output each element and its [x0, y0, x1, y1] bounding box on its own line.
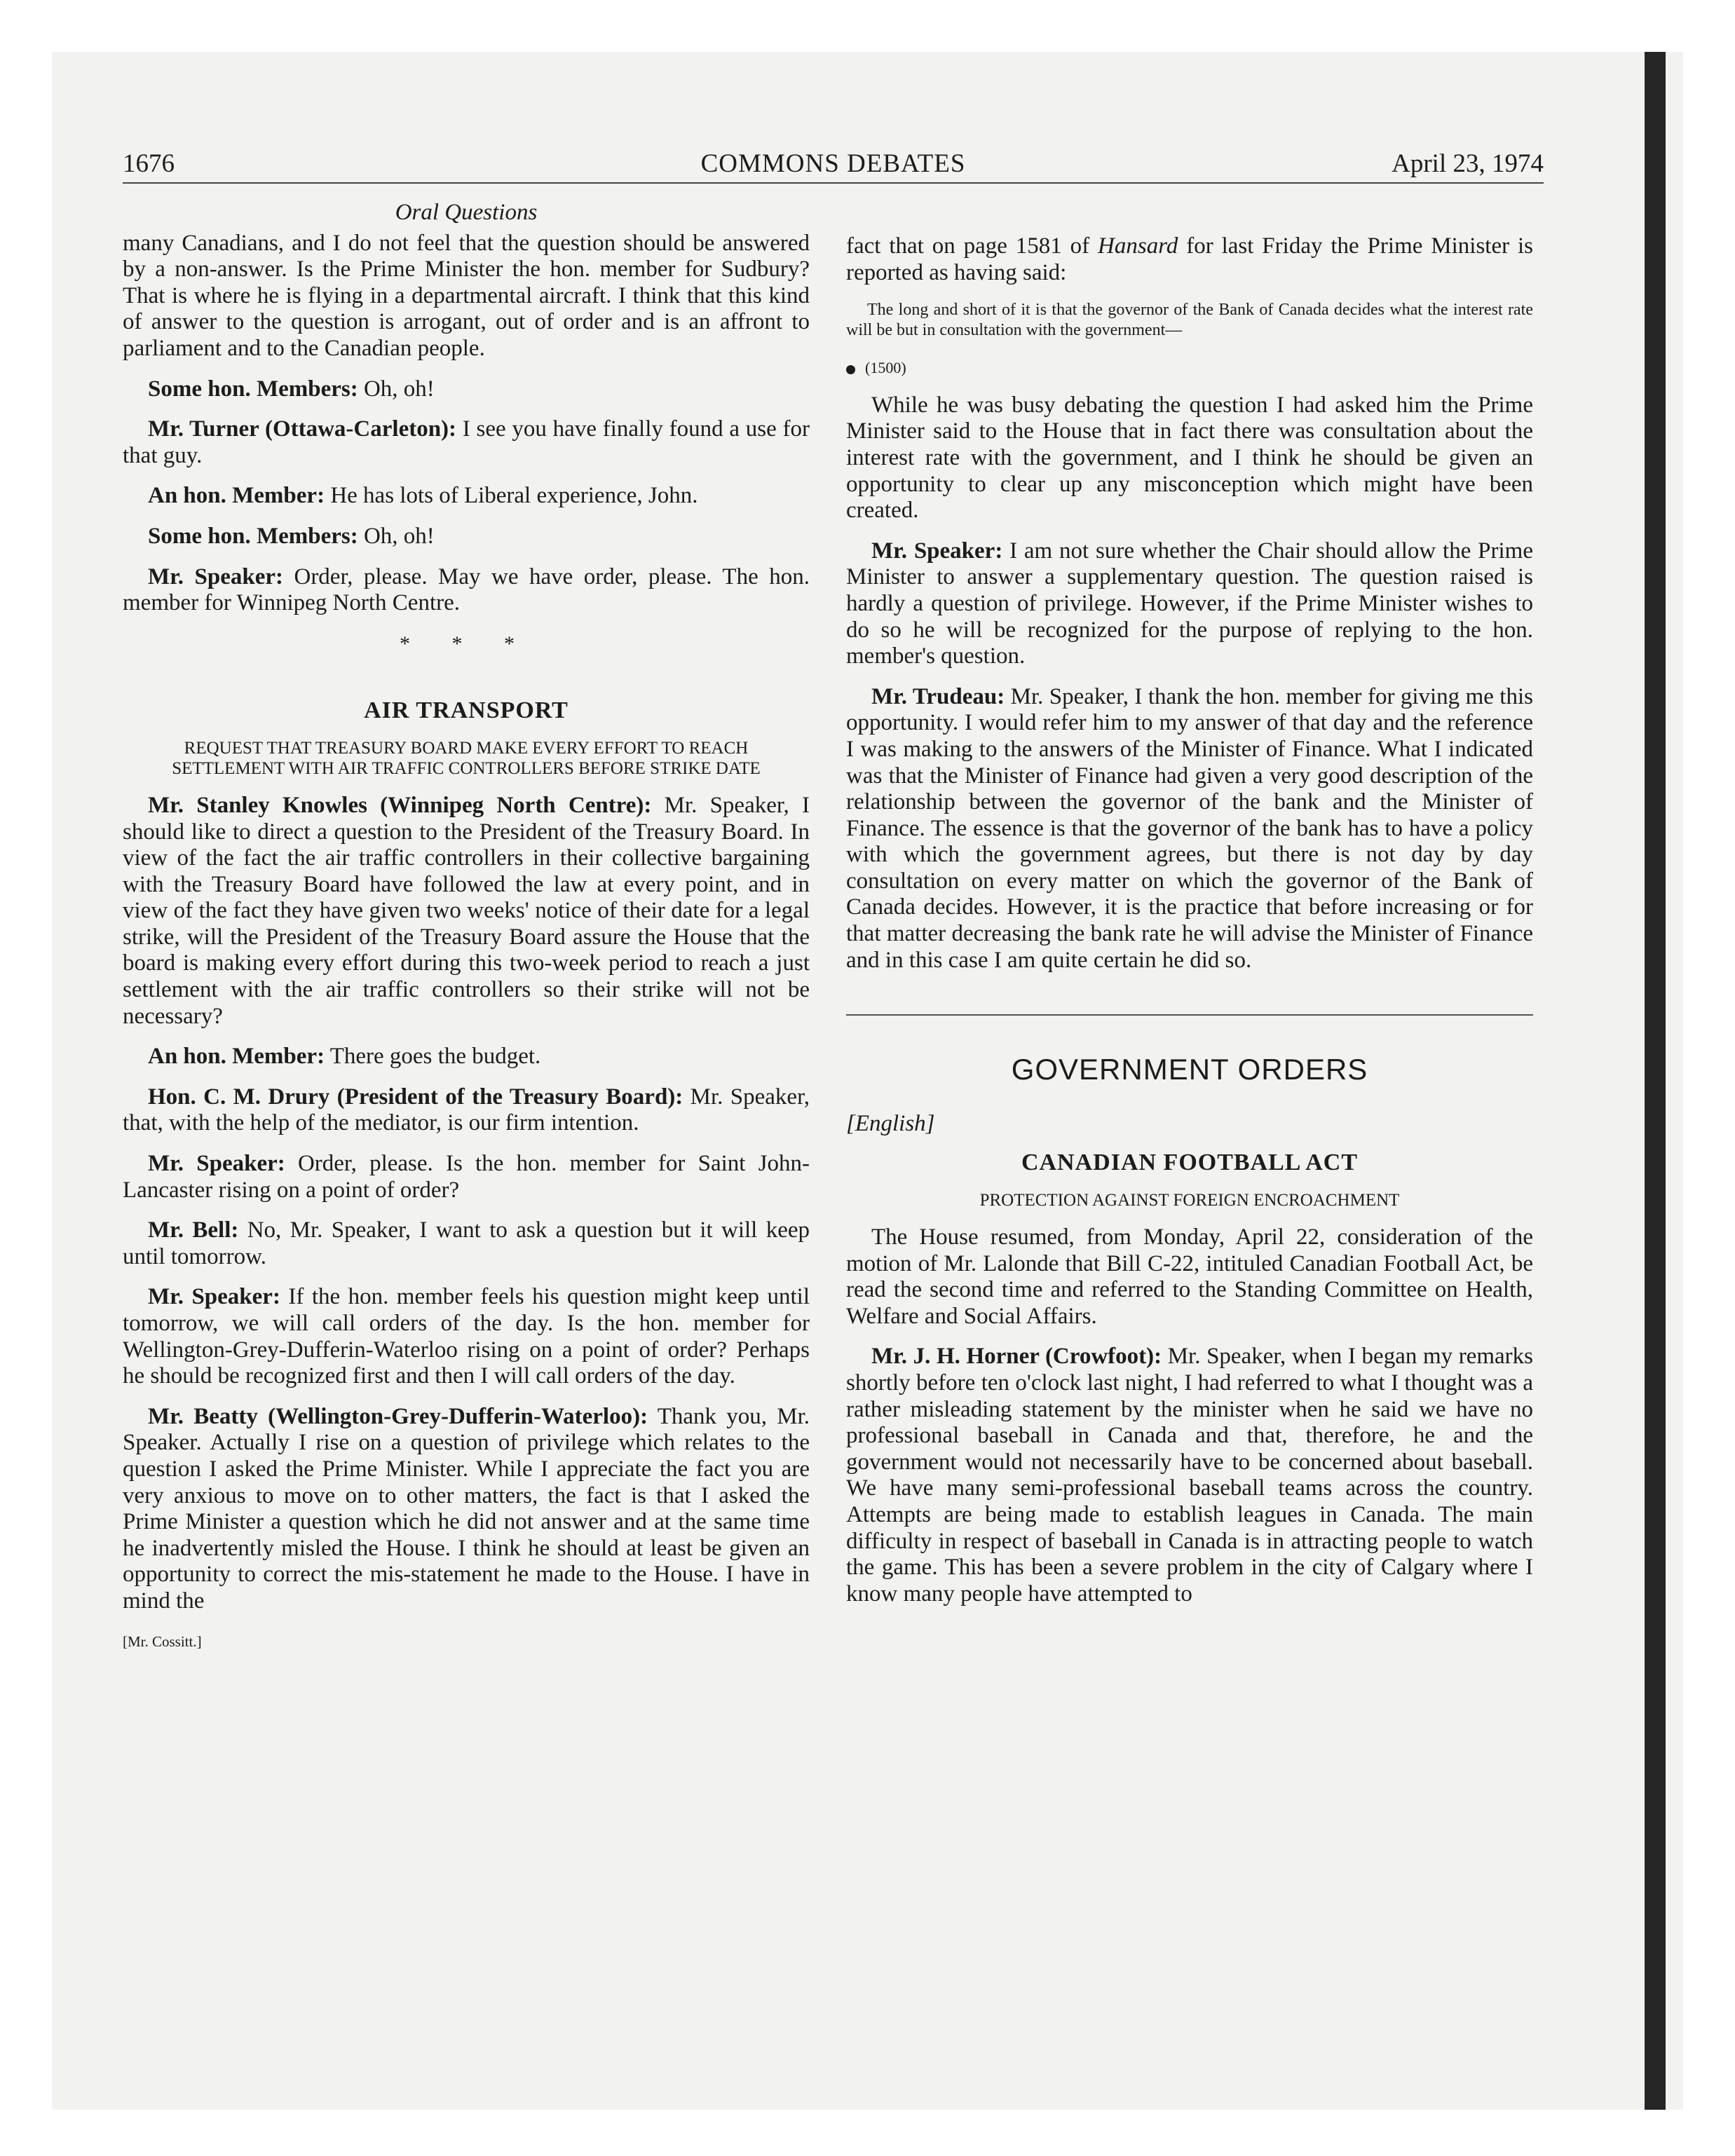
speaker: Hon. C. M. Drury (President of the Treasury Board): [148, 1084, 683, 1110]
speaker: Mr. Bell: [148, 1217, 239, 1243]
speech: If the hon. member feels his question might keep until tomorrow, we will call orders of the day. Is the hon. member for Wellington-Grey-Dufferin-Waterloo rising on a point of order? Perhaps he should be recognized first and then I will call orders of the day. [123, 1284, 810, 1389]
paragraph: While he was busy debating the question I had asked him the Prime Minister said to the House that in fact there was consultation about the interest rate with the government, and I think he should be given an opportunity to clear up any misconception which might have been created. [846, 392, 1533, 524]
speaker: Mr. Speaker: [148, 1151, 285, 1177]
paragraph [123, 1044, 810, 1070]
speaker: An hon. Member: [148, 1044, 325, 1070]
section-divider-stars: * * * [400, 632, 533, 655]
paragraph [123, 376, 810, 403]
speaker: An hon. Member: [148, 483, 325, 509]
publication-title: COMMONS DEBATES [700, 149, 966, 178]
scan-edge-shadow [1645, 52, 1666, 2110]
paragraph [846, 538, 1533, 670]
right-column [846, 233, 1533, 1621]
speaker: Mr. Trudeau: [871, 683, 1005, 709]
header-rule [123, 182, 1544, 184]
speech: I see you have finally found a use for that guy. [123, 416, 810, 468]
speech: Oh, oh! [358, 523, 435, 549]
paragraph [846, 1344, 1533, 1607]
paragraph [123, 1284, 810, 1389]
page-date: April 23, 1974 [1392, 149, 1544, 178]
paragraph [123, 1217, 810, 1270]
paragraph [123, 483, 810, 510]
act-heading: CANADIAN FOOTBALL ACT [1021, 1149, 1359, 1176]
speech: He has lots of Liberal experience, John. [325, 483, 698, 509]
left-column [123, 200, 810, 1655]
speech: Oh, oh! [358, 376, 435, 402]
speaker: Mr. Beatty (Wellington-Grey-Dufferin-Waterloo): [148, 1403, 648, 1429]
paragraph [123, 793, 810, 1030]
speech: Mr. Speaker, when I began my remarks shortly before ten o'clock last night, I had referred to what I thought was a rather misleading statement by the minister when he said we have no professional baseball in Canada and that, therefore, he and the government would not necessarily have to be concerned about baseball. We have many semi-professional baseball teams across the country. Attempts are being made to establish leagues in Canada. The main difficulty in respect of baseball in Canada is in attracting people to watch the game. This has been a severe problem in the city of Calgary where I know many people have attempted to [846, 1344, 1533, 1606]
paragraph [123, 564, 810, 617]
paragraph [123, 524, 810, 550]
paragraph [123, 1084, 810, 1137]
section-rule [846, 1014, 1533, 1016]
page-number: 1676 [123, 149, 175, 178]
section-subheading: REQUEST THAT TREASURY BOARD MAKE EVERY EFFORT TO REACH SETTLEMENT WITH AIR TRAFFIC CONTROLLERS BEFORE STRIKE DATE [172, 738, 761, 778]
text-run: for last Friday the Prime Minister is reported as having said: [846, 233, 1533, 285]
paragraph: The House resumed, from Monday, April 22, consideration of the motion of Mr. Lalonde that Bill C-22, intituled Canadian Football Act, be read the second time and referred to the Standing Committee on Health, Welfare and Social Affairs. [846, 1224, 1533, 1329]
section-label: Oral Questions [395, 200, 538, 225]
speaker: Some hon. Members: [148, 376, 358, 402]
paragraph [123, 1404, 810, 1615]
speech: Mr. Speaker, I should like to direct a question to the President of the Treasury Board. In view of the fact the air traffic controllers in their collective bargaining with the Treasury Board have followed the law at every point, and in view of the fact they have given two weeks' notice of their date for a legal strike, will the President of the Treasury Board assure the House that the board is making every effort during this two-week period to reach a just settlement with the air traffic controllers so their strike will not be necessary? [123, 792, 810, 1029]
speaker: Mr. Stanley Knowles (Winnipeg North Centre): [148, 792, 652, 818]
speech: Thank you, Mr. Speaker. Actually I rise on a question of privilege which relates to the question I asked the Prime Minister. While I appreciate the fact you are very anxious to move on to other matters, the fact is that I asked the Prime Minister a question which he did not answer and at the same time he inadvertently misled the House. I think he should at least be given an opportunity to correct the mis-statement he made to the House. I have in mind the [123, 1403, 810, 1613]
paragraph [846, 684, 1533, 974]
paragraph [123, 416, 810, 469]
hansard-italic: Hansard [1098, 233, 1178, 259]
act-subheading: PROTECTION AGAINST FOREIGN ENCROACHMENT [979, 1191, 1400, 1210]
speech: There goes the budget. [325, 1044, 541, 1070]
speaker: Mr. Turner (Ottawa-Carleton): [148, 416, 457, 442]
block-quote: The long and short of it is that the governor of the Bank of Canada decides what the interest rate will be but in consultation with the government— [846, 301, 1533, 340]
speaker: Mr. Speaker: [148, 1284, 280, 1310]
bullet-dot-icon [846, 365, 855, 374]
speaker: Mr. Speaker: [148, 564, 283, 589]
text-run: fact that on page 1581 of [846, 233, 1098, 259]
speaker: Mr. Speaker: [871, 538, 1003, 564]
language-label: [English] [846, 1110, 935, 1136]
speech: Mr. Speaker, that, with the help of the mediator, is our firm intention. [123, 1084, 810, 1136]
paragraph: many Canadians, and I do not feel that the question should be answered by a non-answer. Is the Prime Minister the hon. member for Sudbury? That is where he is flying in a departmental aircraft. I think that this kind of answer to the question is arrogant, out of order and is an affront to parliament and to the Canadian people. [123, 230, 810, 361]
government-orders-heading: GOVERNMENT ORDERS [1011, 1053, 1368, 1086]
section-heading: AIR TRANSPORT [364, 697, 569, 724]
speech: Order, please. May we have order, please. The hon. member for Winnipeg North Centre. [123, 564, 810, 616]
paragraph [123, 1151, 810, 1203]
speech: Mr. Speaker, I thank the hon. member for giving me this opportunity. I would refer him to my answer of that day and the reference I was making to the answers of the Minister of Finance. What I indicated was that the Minister of Finance had given a very good description of the relationship between the governor of the bank and the Minister of Finance. The essence is that the governor of the bank has to have a policy with which the government agrees, but there is not day by day consultation on every matter on which the governor of the Bank of Canada decides. However, it is the practice that before increasing or for that matter decreasing the bank rate he will advise the Minister of Finance and in this case I am quite certain he did so. [846, 683, 1533, 973]
speech: Order, please. Is the hon. member for Saint John-Lancaster rising on a point of order? [123, 1151, 810, 1203]
page-header [123, 149, 1544, 185]
speech: I am not sure whether the Chair should allow the Prime Minister to answer a supplementary question. The question raised is hardly a question of privilege. However, if the Prime Minister wishes to do so he will be recognized for the purpose of replying to the hon. member's question. [846, 538, 1533, 669]
speaker: Some hon. Members: [148, 523, 358, 549]
speaker-footnote: [Mr. Cossitt.] [123, 1632, 202, 1650]
speaker: Mr. J. H. Horner (Crowfoot): [871, 1344, 1162, 1370]
speech: No, Mr. Speaker, I want to ask a question but it will keep until tomorrow. [123, 1217, 810, 1269]
paragraph [846, 233, 1533, 286]
time-marker-text: (1500) [865, 359, 906, 377]
time-marker [846, 355, 1533, 381]
